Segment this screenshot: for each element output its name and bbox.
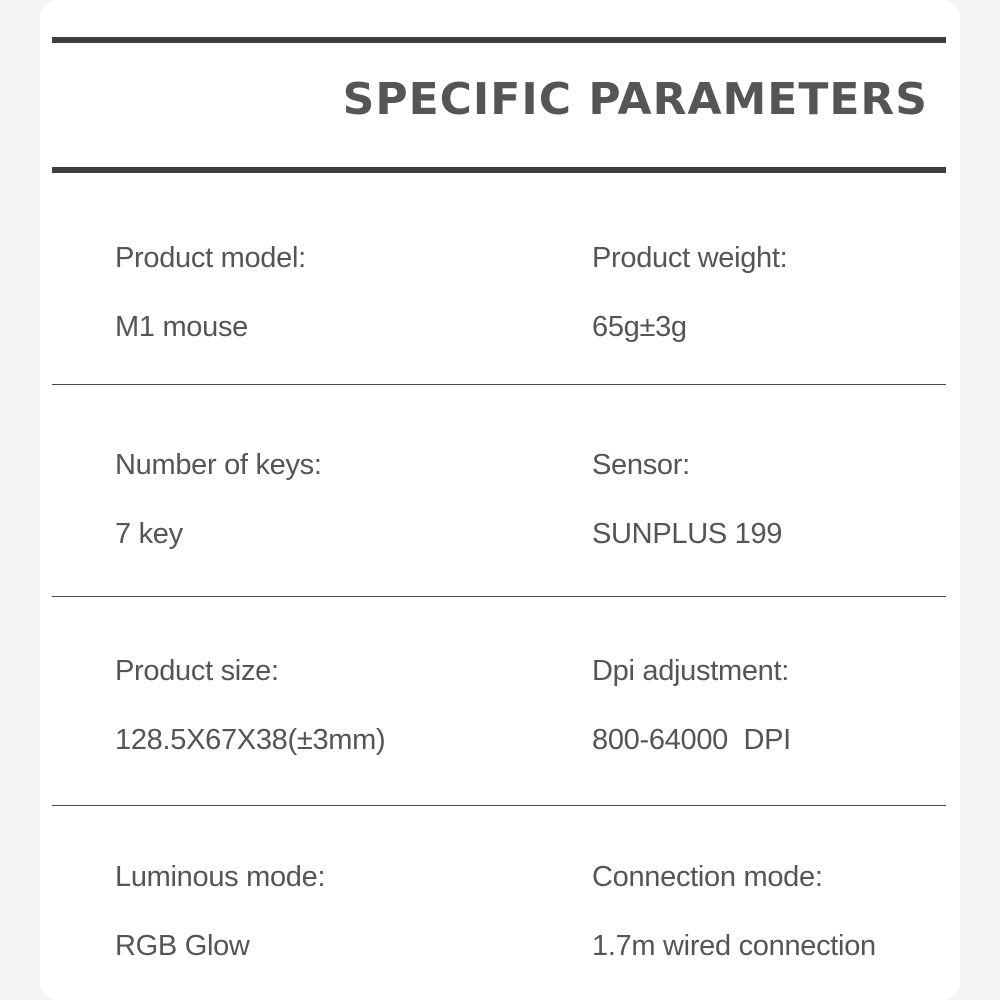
param-label: Product weight: — [592, 242, 788, 274]
header-bottom-rule — [52, 167, 946, 173]
row-divider — [52, 384, 946, 385]
spec-card — [40, 0, 960, 1000]
param-value: SUNPLUS 199 — [592, 518, 783, 550]
param-value: M1 mouse — [115, 311, 248, 343]
param-label: Product size: — [115, 655, 279, 687]
row-divider — [52, 596, 946, 597]
page-title: SPECIFIC PARAMETERS — [342, 74, 928, 125]
param-label: Connection mode: — [592, 861, 823, 893]
param-label: Number of keys: — [115, 449, 322, 481]
header-top-rule — [52, 37, 946, 43]
param-value: 7 key — [115, 518, 183, 550]
param-value: 65g±3g — [592, 311, 687, 343]
param-label: Luminous mode: — [115, 861, 326, 893]
param-value: 800-64000 DPI — [592, 724, 791, 756]
param-value: RGB Glow — [115, 930, 250, 962]
param-label: Product model: — [115, 242, 306, 274]
param-value: 128.5X67X38(±3mm) — [115, 724, 386, 756]
param-value: 1.7m wired connection — [592, 930, 876, 962]
param-label: Dpi adjustment: — [592, 655, 789, 687]
param-label: Sensor: — [592, 449, 690, 481]
row-divider — [52, 805, 946, 806]
